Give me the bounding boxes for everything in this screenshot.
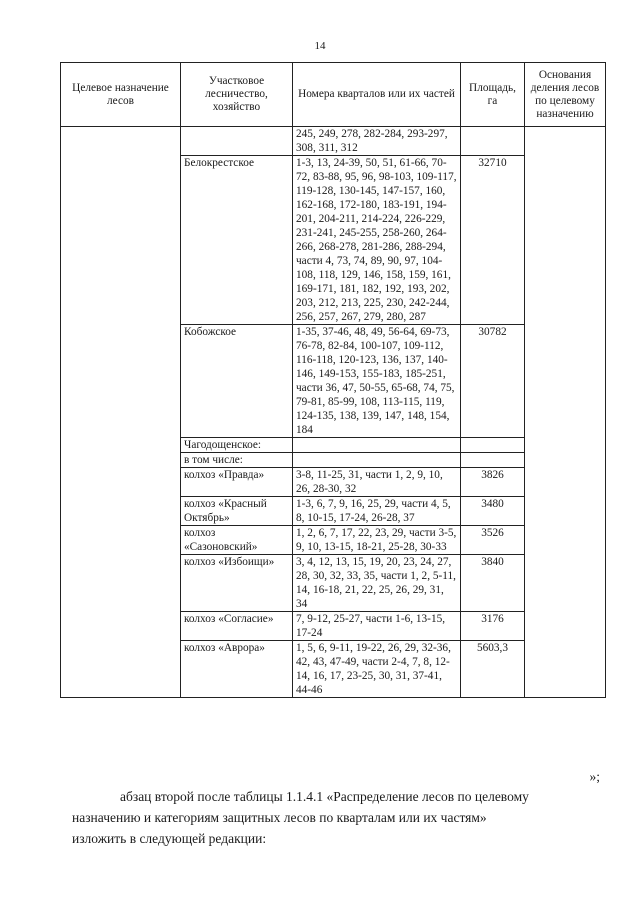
area-cell: 3826 (461, 468, 525, 497)
header-quarters: Номера кварталов или их частей (293, 63, 461, 127)
table-row (61, 127, 606, 156)
forestry-cell: в том числе: (181, 453, 293, 468)
amendment-paragraph (72, 786, 602, 849)
purpose-cell (61, 127, 181, 698)
header-forestry: Участковое лесничество, хозяйство (181, 63, 293, 127)
amendment-line-2: назначению и категориям защитных лесов по кварталам или их частям» (72, 810, 487, 825)
table-header-row (61, 63, 606, 127)
area-cell (461, 453, 525, 468)
quarters-cell: 3-8, 11-25, 31, части 1, 2, 9, 10, 26, 28-30, 32 (293, 468, 461, 497)
header-area: Площадь, га (461, 63, 525, 127)
page-number: 14 (314, 40, 326, 52)
forestry-cell: Кобожское (181, 325, 293, 438)
area-cell: 30782 (461, 325, 525, 438)
quarters-cell: 7, 9-12, 25-27, части 1-6, 13-15, 17-24 (293, 612, 461, 641)
forestry-cell: колхоз «Согласие» (181, 612, 293, 641)
forestry-cell: Чагодощенское: (181, 438, 293, 453)
quarters-cell: 1-35, 37-46, 48, 49, 56-64, 69-73, 76-78, 82-84, 100-107, 109-112, 116-118, 120-123, 136, 137, 140-146, 149-153, 155-183, 185-251, части 36, 47, 50-55, 65-68, 74, 75, 79-81, 85-99, 108, 113-115, 119, 124-135, 138, 139, 147, 148, 154, 184 (293, 325, 461, 438)
quarters-cell (293, 453, 461, 468)
quarters-cell: 245, 249, 278, 282-284, 293-297, 308, 311, 312 (293, 127, 461, 156)
forestry-cell: колхоз «Красный Октябрь» (181, 497, 293, 526)
area-cell: 3480 (461, 497, 525, 526)
forest-distribution-table (60, 62, 606, 698)
amendment-line-3: изложить в следующей редакции: (72, 831, 267, 846)
area-cell: 5603,3 (461, 641, 525, 698)
area-cell: 3840 (461, 555, 525, 612)
quarters-cell: 1, 2, 6, 7, 17, 22, 23, 29, части 3-5, 9, 10, 13-15, 18-21, 25-28, 30-33 (293, 526, 461, 555)
area-cell: 3526 (461, 526, 525, 555)
quarters-cell (293, 438, 461, 453)
header-purpose: Целевое назначение лесов (61, 63, 181, 127)
basis-cell (525, 127, 606, 698)
quarters-cell: 1-3, 13, 24-39, 50, 51, 61-66, 70-72, 83-88, 95, 96, 98-103, 109-117, 119-128, 130-145, 147-157, 160, 162-168, 172-180, 183-191, 194-201, 204-211, 214-224, 226-229, 231-241, 245-255, 258-260, 264-266, 268-278, 281-286, 288-294, части 4, 73, 74, 89, 90, 97, 104-108, 118, 129, 146, 158, 159, 161, 169-171, 181, 182, 192, 193, 202, 203, 212, 213, 225, 230, 242-244, 256, 257, 267, 279, 280, 287 (293, 156, 461, 325)
forestry-cell: колхоз «Сазоновский» (181, 526, 293, 555)
header-basis: Основания деления лесов по целевому назначению (525, 63, 606, 127)
forestry-cell: колхоз «Правда» (181, 468, 293, 497)
area-cell (461, 127, 525, 156)
area-cell: 32710 (461, 156, 525, 325)
quarters-cell: 3, 4, 12, 13, 15, 19, 20, 23, 24, 27, 28, 30, 32, 33, 35, части 1, 2, 5-11, 14, 16-18, 21, 22, 25, 26, 29, 31, 34 (293, 555, 461, 612)
forestry-cell: колхоз «Избоищи» (181, 555, 293, 612)
forestry-cell (181, 127, 293, 156)
amendment-line-1: абзац второй после таблицы 1.1.4.1 «Распределение лесов по целевому (120, 789, 529, 804)
area-cell: 3176 (461, 612, 525, 641)
forestry-cell: Белокрестское (181, 156, 293, 325)
forestry-cell: колхоз «Аврора» (181, 641, 293, 698)
area-cell (461, 438, 525, 453)
quarters-cell: 1-3, 6, 7, 9, 16, 25, 29, части 4, 5, 8, 10-15, 17-24, 26-28, 37 (293, 497, 461, 526)
closing-quote: »; (589, 769, 600, 784)
quarters-cell: 1, 5, 6, 9-11, 19-22, 26, 29, 32-36, 42, 43, 47-49, части 2-4, 7, 8, 12-14, 16, 17, 23-25, 30, 31, 37-41, 44-46 (293, 641, 461, 698)
